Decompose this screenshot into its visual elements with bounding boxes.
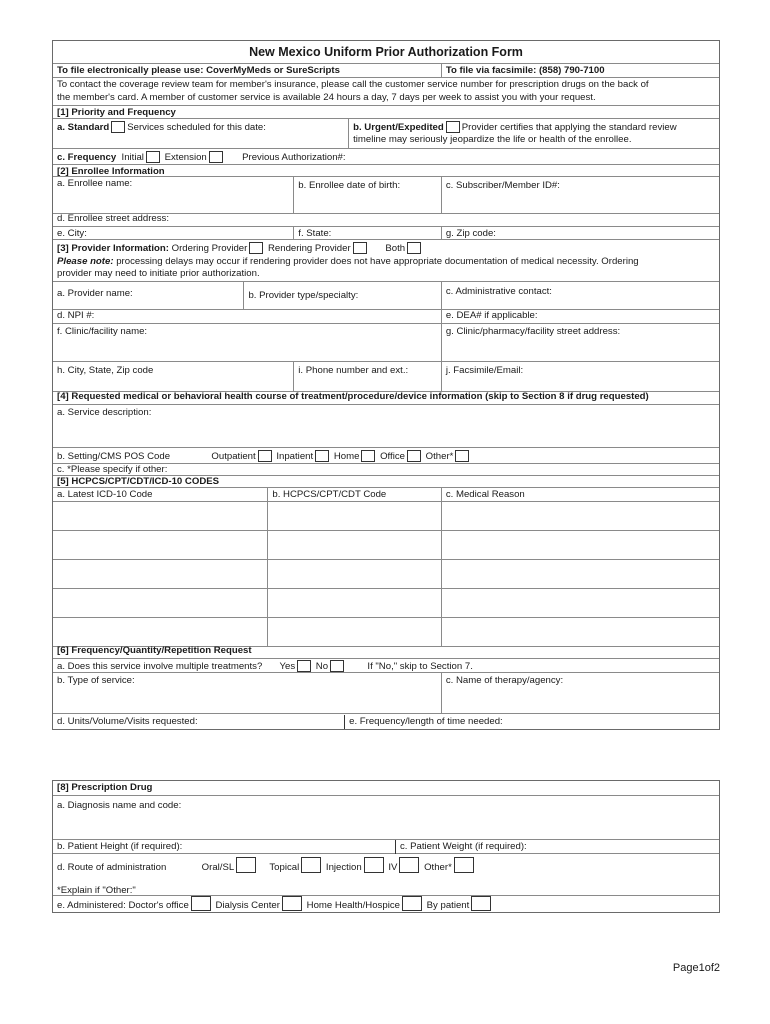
medical-reason-cell[interactable]: [441, 502, 719, 530]
page-number: Page1of2: [672, 962, 720, 974]
home-health-checkbox[interactable]: [402, 896, 422, 911]
section-6-heading-row: [53, 646, 719, 658]
section-4-heading: [4] Requested medical or behavioral health course of treatment/procedure/device information (skip to Section 8 if drug requested): [57, 391, 649, 402]
enrollee-dob-field[interactable]: b. Enrollee date of birth:: [293, 177, 441, 213]
frequency-length-field[interactable]: e. Frequency/length of time needed:: [344, 715, 719, 729]
rendering-label: Rendering Provider: [268, 243, 351, 254]
prior-authorization-form: [52, 40, 720, 730]
section-1-heading-row: [53, 105, 719, 118]
administered-row: [53, 895, 719, 912]
codes-row: [53, 559, 719, 588]
diagnosis-row: [53, 795, 719, 839]
specify-row: [53, 463, 719, 475]
codes-row: [53, 501, 719, 530]
section-3-heading-row: [53, 239, 719, 281]
by-patient-label: By patient: [426, 900, 470, 911]
section-6-heading: [6] Frequency/Quantity/Repetition Request: [57, 645, 252, 656]
section-8-heading: [8] Prescription Drug: [57, 782, 153, 793]
fax-email-field[interactable]: j. Facsimile/Email:: [441, 362, 719, 391]
urgent-label: b. Urgent/Expedited: [353, 122, 444, 133]
multiple-treatments-cell: [53, 659, 477, 672]
form-title-row: [53, 41, 719, 63]
ordering-checkbox[interactable]: [249, 242, 263, 254]
dialysis-label: Dialysis Center: [215, 900, 280, 911]
enrollee-row-1: [53, 176, 719, 213]
both-label: Both: [385, 243, 406, 254]
medical-reason-cell[interactable]: [441, 589, 719, 617]
enrollee-city-field[interactable]: e. City:: [57, 228, 87, 239]
provider-row-1: [53, 281, 719, 309]
icd10-column-header: a. Latest ICD-10 Code: [57, 489, 153, 500]
both-checkbox[interactable]: [407, 242, 421, 254]
oral-checkbox[interactable]: [236, 857, 256, 873]
no-checkbox[interactable]: [330, 660, 344, 672]
prescription-drug-section: [52, 780, 720, 913]
therapy-agency-field[interactable]: c. Name of therapy/agency:: [441, 673, 719, 713]
iv-label: IV: [388, 862, 398, 873]
extension-checkbox[interactable]: [209, 151, 223, 163]
enrollee-street-field[interactable]: d. Enrollee street address:: [57, 213, 169, 224]
setting-label: b. Setting/CMS POS Code: [57, 451, 171, 462]
filing-row: [53, 63, 719, 77]
ordering-label: Ordering Provider: [171, 243, 248, 254]
enrollee-state-field[interactable]: f. State:: [293, 227, 441, 239]
note-label: Please note:: [57, 255, 114, 267]
route-row: [53, 853, 719, 895]
service-type-row: [53, 672, 719, 713]
explain-other-field[interactable]: *Explain if "Other:": [57, 884, 136, 896]
intro-line-2: the member's card. A member of customer service is available 24 hours a day, 7 days per week to assist you with your request.: [57, 91, 596, 103]
enrollee-name-field[interactable]: a. Enrollee name:: [57, 178, 133, 189]
service-type-field[interactable]: b. Type of service:: [57, 675, 135, 686]
clinic-name-field[interactable]: f. Clinic/facility name:: [57, 326, 148, 337]
rendering-checkbox[interactable]: [353, 242, 367, 254]
diagnosis-field[interactable]: a. Diagnosis name and code:: [57, 800, 182, 811]
iv-checkbox[interactable]: [399, 857, 419, 873]
section-2-heading: [2] Enrollee Information: [57, 166, 165, 176]
by-patient-checkbox[interactable]: [471, 896, 491, 911]
clinic-address-field[interactable]: g. Clinic/pharmacy/facility street address:: [441, 324, 719, 361]
file-electronic: To file electronically please use: CoverMyMeds or SureScripts: [57, 65, 340, 76]
oral-label: Oral/SL: [201, 862, 235, 873]
outpatient-label: Outpatient: [211, 451, 256, 462]
initial-checkbox[interactable]: [146, 151, 160, 163]
patient-weight-field[interactable]: c. Patient Weight (if required):: [395, 840, 719, 854]
urgent-text-2: timeline may seriously jeopardize the life or health of the enrollee.: [353, 134, 632, 145]
inpatient-label: Inpatient: [276, 451, 314, 462]
administered-label: e. Administered:: [57, 900, 126, 911]
specify-other-field[interactable]: c. *Please specify if other:: [57, 464, 168, 475]
standard-checkbox[interactable]: [111, 121, 125, 133]
provider-row-2: [53, 309, 719, 323]
hcpcs-cell[interactable]: [267, 531, 440, 559]
injection-checkbox[interactable]: [364, 857, 384, 873]
height-weight-row: [53, 839, 719, 853]
topical-checkbox[interactable]: [301, 857, 321, 873]
home-checkbox[interactable]: [361, 450, 375, 462]
office-checkbox[interactable]: [407, 450, 421, 462]
other-label: Other*: [425, 451, 454, 462]
administered-cell: [53, 895, 497, 913]
hcpcs-cell[interactable]: [267, 589, 440, 617]
medical-reason-cell[interactable]: [441, 618, 719, 646]
initial-label: Initial: [121, 152, 144, 163]
medical-reason-column-header: c. Medical Reason: [441, 488, 719, 501]
icd10-cell[interactable]: [53, 589, 267, 617]
enrollee-zip-field[interactable]: g. Zip code:: [441, 227, 719, 239]
medical-reason-cell[interactable]: [441, 531, 719, 559]
codes-row: [53, 530, 719, 559]
patient-height-field[interactable]: b. Patient Height (if required):: [57, 840, 183, 852]
no-label: No: [315, 661, 329, 672]
hcpcs-cell[interactable]: [267, 560, 440, 588]
icd10-cell[interactable]: [53, 502, 267, 530]
skip-note: If "No," skip to Section 7.: [367, 661, 473, 672]
medical-reason-cell[interactable]: [441, 560, 719, 588]
service-description-row: [53, 404, 719, 447]
provider-type-field[interactable]: b. Provider type/specialty:: [243, 282, 440, 309]
file-fax: To file via facsimile: (858) 790-7100: [441, 64, 719, 77]
urgent-checkbox[interactable]: [446, 121, 460, 133]
phone-field[interactable]: i. Phone number and ext.:: [293, 362, 441, 391]
intro-row: [53, 77, 719, 105]
home-health-label: Home Health/Hospice: [306, 900, 400, 911]
standard-label: a. Standard: [57, 122, 110, 133]
section-4-heading-row: [53, 391, 719, 404]
form-title: New Mexico Uniform Prior Authorization Form: [249, 46, 523, 58]
provider-row-4: [53, 361, 719, 391]
section-5-heading-row: [53, 475, 719, 487]
member-id-field[interactable]: c. Subscriber/Member ID#:: [441, 177, 719, 213]
section-1-heading: [1] Priority and Frequency: [57, 107, 176, 118]
units-row: [53, 713, 719, 729]
provider-name-field[interactable]: a. Provider name:: [57, 288, 133, 299]
dea-field[interactable]: e. DEA# if applicable:: [441, 309, 719, 323]
icd10-cell[interactable]: [53, 560, 267, 588]
section-2-heading-row: [53, 164, 719, 176]
route-line: [53, 857, 719, 875]
inpatient-checkbox[interactable]: [315, 450, 329, 462]
office-label: Office: [380, 451, 405, 462]
hcpcs-column-header: b. HCPCS/CPT/CDT Code: [267, 488, 440, 501]
standard-cell: [53, 119, 348, 148]
dialysis-checkbox[interactable]: [282, 896, 302, 911]
provider-note-line-1: [53, 256, 719, 269]
route-other-checkbox[interactable]: [454, 857, 474, 873]
other-checkbox[interactable]: [455, 450, 469, 462]
previous-auth-label: Previous Authorization#:: [242, 152, 346, 163]
units-requested-field[interactable]: d. Units/Volume/Visits requested:: [57, 715, 198, 727]
enrollee-street-row: [53, 213, 719, 226]
admin-contact-field[interactable]: c. Administrative contact:: [441, 282, 719, 309]
hcpcs-cell[interactable]: [267, 502, 440, 530]
outpatient-checkbox[interactable]: [258, 450, 272, 462]
note-text-1: processing delays may occur if rendering provider does not have appropriate documentation of medical necessity. Ordering: [113, 255, 639, 267]
yes-label: Yes: [279, 661, 296, 672]
setting-row: [53, 447, 719, 463]
provider-role-line: [53, 242, 719, 256]
injection-label: Injection: [325, 862, 362, 873]
doctor-label: Doctor's office: [128, 900, 189, 911]
icd10-cell[interactable]: [53, 618, 267, 646]
urgent-text-1: Provider certifies that applying the standard review: [461, 122, 677, 133]
priority-row: [53, 118, 719, 148]
frequency-label: c. Frequency: [57, 152, 117, 163]
provider-row-3: [53, 323, 719, 361]
frequency-cell: [53, 149, 350, 164]
codes-row: [53, 588, 719, 617]
yes-checkbox[interactable]: [297, 660, 311, 672]
npi-field[interactable]: d. NPI #:: [57, 310, 95, 321]
section-8-heading-row: [53, 781, 719, 795]
section-5-heading: [5] HCPCS/CPT/CDT/ICD-10 CODES: [57, 476, 220, 487]
icd10-cell[interactable]: [53, 531, 267, 559]
intro-line-1: To contact the coverage review team for member's insurance, please call the customer service number for prescription drugs on the back of: [57, 79, 649, 90]
route-label: d. Route of administration: [57, 862, 167, 873]
urgent-cell: [348, 119, 719, 148]
doctor-checkbox[interactable]: [191, 896, 211, 911]
multiple-treatments-row: [53, 658, 719, 672]
hcpcs-cell[interactable]: [267, 618, 440, 646]
home-label: Home: [333, 451, 360, 462]
codes-row: [53, 617, 719, 646]
frequency-row: [53, 148, 719, 164]
codes-header-row: [53, 487, 719, 501]
setting-cell: [53, 448, 475, 463]
enrollee-city-row: [53, 226, 719, 239]
route-other-label: Other*: [424, 862, 452, 873]
extension-label: Extension: [164, 152, 207, 163]
multiple-treatments-question: a. Does this service involve multiple treatments?: [57, 661, 263, 672]
standard-text: Services scheduled for this date:: [127, 122, 266, 133]
provider-note-line-2: provider may need to initiate prior authorization.: [57, 268, 260, 279]
city-state-zip-field[interactable]: h. City, State, Zip code: [57, 365, 154, 376]
section-3-heading: [3] Provider Information:: [57, 243, 169, 254]
service-description-field[interactable]: a. Service description:: [57, 407, 152, 418]
topical-label: Topical: [269, 862, 300, 873]
